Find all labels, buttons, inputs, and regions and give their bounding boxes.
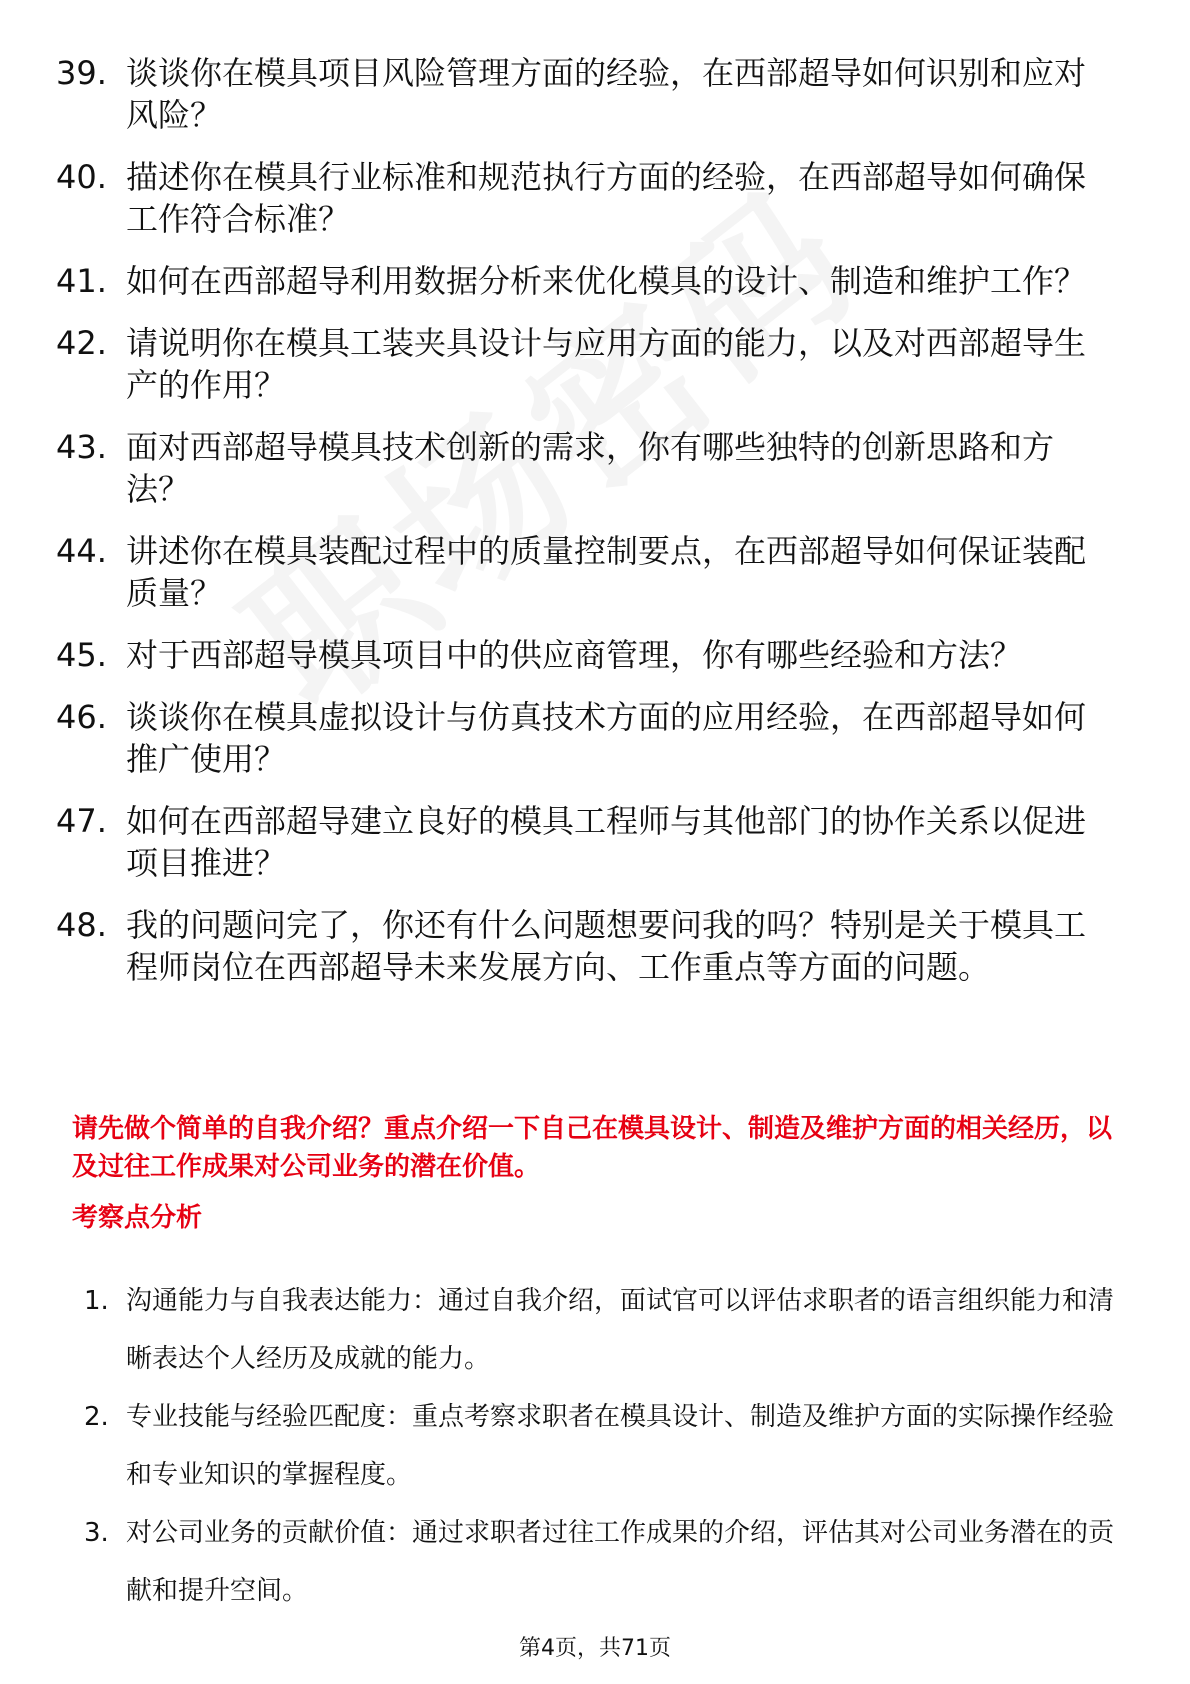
featured-question: 请先做个简单的自我介绍？重点介绍一下自己在模具设计、制造及维护方面的相关经历，以及过往工作成果对公司业务的潜在价值。 — [72, 1114, 1113, 1182]
question-list — [56, 52, 1116, 1008]
question-text: 对于西部超导模具项目中的供应商管理，你有哪些经验和方法？ — [126, 636, 1023, 674]
question-text: 如何在西部超导利用数据分析来优化模具的设计、制造和维护工作？ — [126, 262, 1087, 300]
question-text: 我的问题问完了，你还有什么问题想要问我的吗？特别是关于模具工程师岗位在西部超导未来发展方向、工作重点等方面的问题。 — [126, 906, 1087, 986]
question-text: 面对西部超导模具技术创新的需求，你有哪些独特的创新思路和方法？ — [126, 428, 1055, 508]
question-item — [56, 52, 1116, 136]
question-item — [56, 260, 1116, 302]
question-number: 39. — [56, 54, 107, 92]
analysis-item — [84, 1272, 1114, 1388]
question-number: 42. — [56, 324, 107, 362]
question-number: 44. — [56, 532, 107, 570]
question-number: 48. — [56, 906, 107, 944]
question-item — [56, 634, 1116, 676]
question-item — [56, 904, 1116, 988]
question-item — [56, 156, 1116, 240]
question-text: 谈谈你在模具项目风险管理方面的经验，在西部超导如何识别和应对风险？ — [126, 54, 1087, 134]
question-number: 43. — [56, 428, 107, 466]
page-footer: 第4页，共71页 — [519, 1636, 671, 1661]
analysis-title: 考察点分析 — [72, 1203, 203, 1233]
question-item — [56, 426, 1116, 510]
analysis-text: 对公司业务的贡献价值：通过求职者过往工作成果的介绍，评估其对公司业务潜在的贡献和提升空间。 — [126, 1518, 1115, 1606]
question-text: 谈谈你在模具虚拟设计与仿真技术方面的应用经验，在西部超导如何推广使用？ — [126, 698, 1087, 778]
question-item — [56, 322, 1116, 406]
question-number: 46. — [56, 698, 107, 736]
question-text: 描述你在模具行业标准和规范执行方面的经验，在西部超导如何确保工作符合标准？ — [126, 158, 1087, 238]
analysis-text: 专业技能与经验匹配度：重点考察求职者在模具设计、制造及维护方面的实际操作经验和专业知识的掌握程度。 — [126, 1402, 1115, 1490]
analysis-number: 1. — [84, 1286, 109, 1316]
question-text: 请说明你在模具工装夹具设计与应用方面的能力，以及对西部超导生产的作用？ — [126, 324, 1087, 404]
question-text: 如何在西部超导建立良好的模具工程师与其他部门的协作关系以促进项目推进？ — [126, 802, 1087, 882]
question-number: 47. — [56, 802, 107, 840]
question-number: 40. — [56, 158, 107, 196]
analysis-text: 沟通能力与自我表达能力：通过自我介绍，面试官可以评估求职者的语言组织能力和清晰表达个人经历及成就的能力。 — [126, 1286, 1115, 1374]
question-item — [56, 800, 1116, 884]
analysis-item — [84, 1504, 1114, 1620]
question-text: 讲述你在模具装配过程中的质量控制要点，在西部超导如何保证装配质量？ — [126, 532, 1087, 612]
analysis-number: 2. — [84, 1402, 109, 1432]
analysis-list — [84, 1272, 1114, 1620]
question-number: 41. — [56, 262, 107, 300]
question-number: 45. — [56, 636, 107, 674]
analysis-item — [84, 1388, 1114, 1504]
question-item — [56, 696, 1116, 780]
question-item — [56, 530, 1116, 614]
analysis-number: 3. — [84, 1518, 109, 1548]
